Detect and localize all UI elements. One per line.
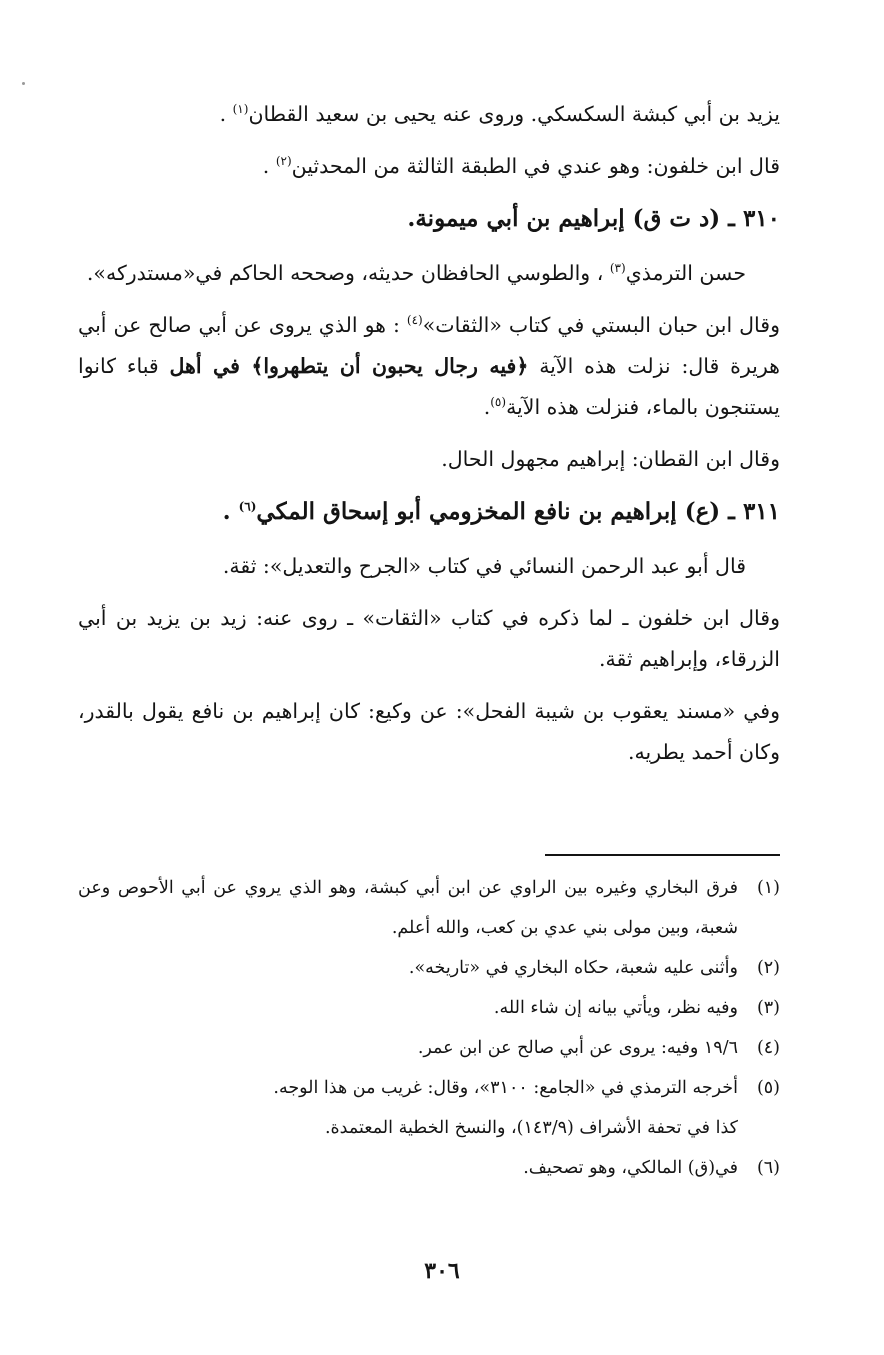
- text: قال ابن خلفون: وهو عندي في الطبقة الثالثة من المحدثين: [291, 154, 780, 178]
- footnote-ref: (١): [232, 102, 249, 117]
- entry-heading-311: [78, 491, 780, 532]
- footnote-5-continuation: كذا في تحفة الأشراف (١٤٣/٩)، والنسخ الخطية المعتمدة.: [324, 1118, 738, 1138]
- footnote-text: ١٩/٦ وفيه: يروى عن أبي صالح عن ابن عمر.: [417, 1038, 738, 1058]
- footnote-1: [78, 868, 780, 948]
- paragraph-4: [78, 305, 780, 428]
- text: : هو الذي يروى عن أبي صالح عن أبي هريرة قال: نزلت هذه الآية: [78, 313, 780, 378]
- footnotes: [78, 868, 780, 1188]
- footnote-number: (٦): [756, 1158, 780, 1178]
- footnote-3: [78, 988, 780, 1028]
- text: .: [219, 102, 233, 126]
- main-text: [78, 94, 780, 784]
- quran-quote: ﴿فيه رجال يحبون أن يتطهروا﴾ في أهل: [169, 354, 529, 378]
- paragraph-8: وفي «مسند يعقوب بن شيبة الفحل»: عن وكيع: كان إبراهيم بن نافع يقول بالقدر، وكان أحمد يطريه.: [78, 699, 780, 764]
- text: .: [222, 498, 239, 525]
- text: وقال ابن حبان البستي في كتاب «الثقات»: [422, 313, 780, 337]
- paragraph-1: [78, 94, 780, 135]
- footnote-5: [78, 1068, 780, 1108]
- footnote-text: وأثنى عليه شعبة، حكاه البخاري في «تاريخه».: [408, 958, 738, 978]
- text: يزيد بن أبي كبشة السكسكي. وروى عنه يحيى بن سعيد القطان: [248, 102, 780, 126]
- text: ، والطوسي الحافظان حديثه، وصححه الحاكم في«مستدركه».: [86, 261, 610, 285]
- text: ٣١١ ـ (ع) إبراهيم بن نافع المخزومي أبو إسحاق المكي: [256, 498, 780, 525]
- paragraph-7: وقال ابن خلفون ـ لما ذكره في كتاب «الثقات» ـ روى عنه: زيد بن يزيد بن أبي الزرقاء، وإبراهيم ثقة.: [78, 606, 780, 671]
- paragraph-6: قال أبو عبد الرحمن النسائي في كتاب «الجرح والتعديل»: ثقة.: [222, 554, 746, 578]
- footnote-number: (١): [756, 878, 780, 898]
- footnote-2: [78, 948, 780, 988]
- speck: [22, 82, 25, 85]
- footnote-6: [78, 1148, 780, 1188]
- text: .: [262, 154, 276, 178]
- footnote-text: أخرجه الترمذي في «الجامع: ٣١٠٠»، وقال: غريب من هذا الوجه.: [273, 1078, 738, 1098]
- paragraph-2: [78, 146, 780, 187]
- paragraph-5: وقال ابن القطان: إبراهيم مجهول الحال.: [441, 447, 780, 471]
- footnote-number: (٢): [756, 958, 780, 978]
- footnote-text: فرق البخاري وغيره بين الراوي عن ابن أبي كبشة، وهو الذي يروي عن أبي الأحوص وعن شعبة، وبين مولى بني عدي بن كعب، والله أعلم.: [78, 878, 738, 938]
- text: .: [483, 395, 491, 419]
- footnote-ref: (٤): [406, 313, 423, 328]
- footnote-ref: (٣): [609, 261, 626, 276]
- footnote-divider: [545, 854, 780, 856]
- text: قباء كانوا يستنجون بالماء، فنزلت هذه الآية: [78, 354, 780, 419]
- footnote-number: (٤): [756, 1038, 780, 1058]
- footnote-number: (٥): [756, 1078, 780, 1098]
- footnote-text: وفيه نظر، ويأتي بيانه إن شاء الله.: [493, 998, 738, 1018]
- text: حسن الترمذي: [625, 261, 746, 285]
- footnote-ref: (٦): [238, 499, 257, 514]
- entry-heading-310: ٣١٠ ـ (د ت ق) إبراهيم بن أبي ميمونة.: [407, 205, 780, 232]
- page-number: ٣٠٦: [424, 1258, 460, 1284]
- footnote-text: في(ق) المالكي، وهو تصحيف.: [523, 1158, 738, 1178]
- paragraph-3: [78, 253, 780, 294]
- footnote-number: (٣): [756, 998, 780, 1018]
- footnote-ref: (٥): [490, 395, 507, 410]
- footnote-ref: (٢): [275, 154, 292, 169]
- footnote-4: [78, 1028, 780, 1068]
